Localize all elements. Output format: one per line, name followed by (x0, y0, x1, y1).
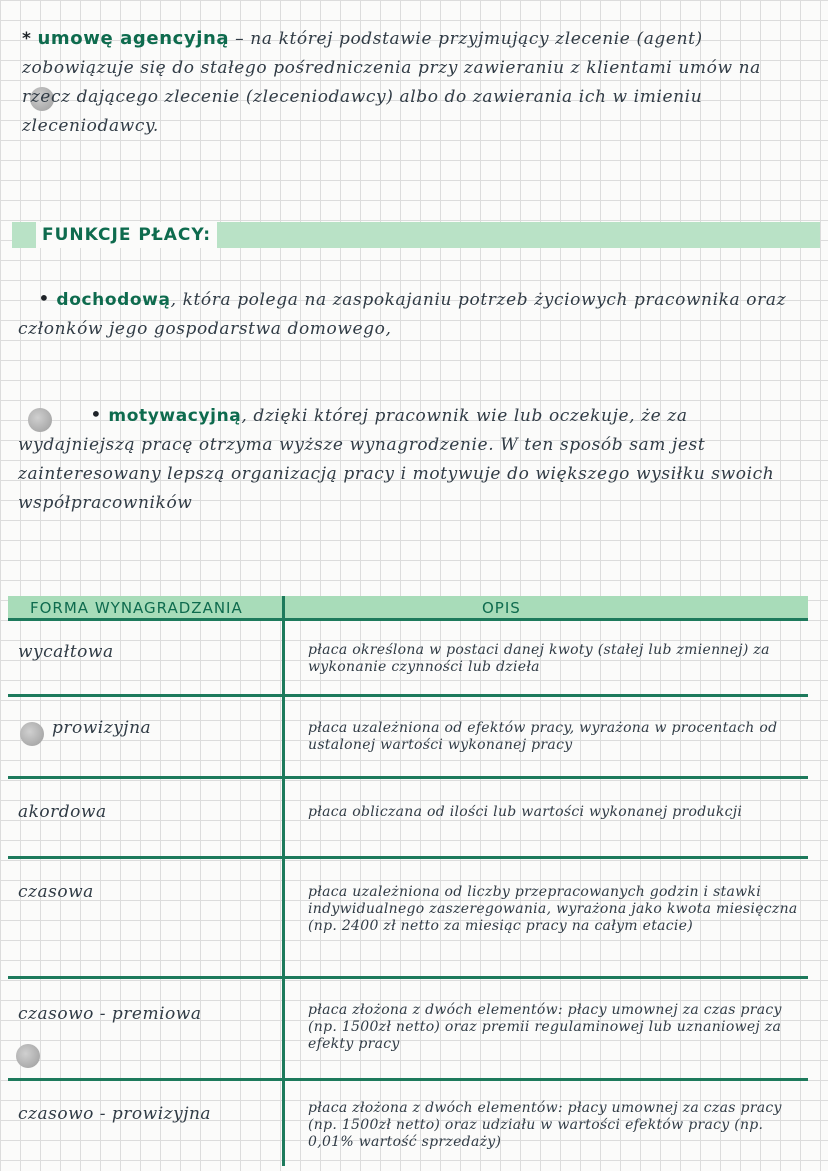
table-row-form: wycałtowa (18, 642, 114, 662)
table-row-desc: płaca złożona z dwóch elementów: płacy umownej za czas pracy (np. 1500zł netto) oraz udziału w wartości efektów pracy (np. 0,01% wartość sprzedaży) (308, 1100, 782, 1150)
table-row-desc: płaca określona w postaci danej kwoty (stałej lub zmiennej) za wykonanie czynności lub dzieła (308, 642, 770, 675)
function-motivation-term: motywacyjną (108, 406, 242, 426)
bullet-icon: • (90, 402, 103, 426)
agency-paragraph (18, 24, 812, 141)
function-income-text: , która polega na zaspokajaniu potrzeb życiowych pracownika oraz członków jego gospodarstwa domowego, (18, 290, 787, 339)
table-row-form: czasowo - premiowa (18, 1004, 202, 1024)
bullet-icon: • (38, 286, 51, 310)
function-motivation-text: , dzięki której pracownik wie lub oczekuje, że za wydajniejszą pracę otrzyma wyższe wynagrodzenie. W ten sposób sam jest zainteresowany lepszą organizacją pracy i motywuje do większego wysiłku swoich współpracowników (18, 406, 775, 513)
remuneration-table (8, 596, 808, 1166)
table-row-divider (8, 694, 808, 697)
table-row-form: czasowo - prowizyjna (18, 1104, 212, 1124)
function-motivation (18, 400, 808, 518)
table-row-form: akordowa (18, 802, 107, 822)
table-header-form: FORMA WYNAGRADZANIA (30, 599, 243, 617)
table-row-divider (8, 856, 808, 859)
table-row-divider (8, 776, 808, 779)
table-row-divider (8, 618, 808, 621)
table-row-desc: płaca obliczana od ilości lub wartości wykonanej produkcji (308, 804, 743, 820)
agency-text: – na której podstawie przyjmujący zlecenie (agent) zobowiązuje się do stałego pośredniczenia przy zawieraniu z klientami umów na rzecz dającego zlecenie (zleceniodawcy) albo do zawierania ich w imieniu zleceniodawcy. (22, 29, 761, 136)
table-row-form: czasowa (18, 882, 94, 902)
table-row-divider (8, 976, 808, 979)
function-income-term: dochodową (56, 290, 171, 310)
table-row-form: prowizyjna (52, 718, 152, 738)
agency-marker: * (22, 29, 32, 49)
table-header-desc: OPIS (482, 599, 521, 617)
function-income (18, 284, 808, 344)
agency-term: umowę agencyjną (37, 28, 230, 49)
table-row-divider (8, 1078, 808, 1081)
table-row-desc: płaca złożona z dwóch elementów: płacy umownej za czas pracy (np. 1500zł netto) oraz premii regulaminowej lub uznaniowej za efekty pracy (308, 1002, 782, 1052)
table-row-desc: płaca uzależniona od efektów pracy, wyrażona w procentach od ustalonej wartości wykonanej pracy (308, 720, 778, 753)
functions-title: FUNKCJE PŁACY: (36, 222, 217, 248)
table-header-highlight-right (285, 596, 808, 620)
table-row-desc: płaca uzależniona od liczby przepracowanych godzin i stawki indywidualnego zaszeregowania, wyrażona jako kwota miesięczna (np. 2400 zł netto za miesiąc pracy na całym etacie) (308, 884, 798, 934)
